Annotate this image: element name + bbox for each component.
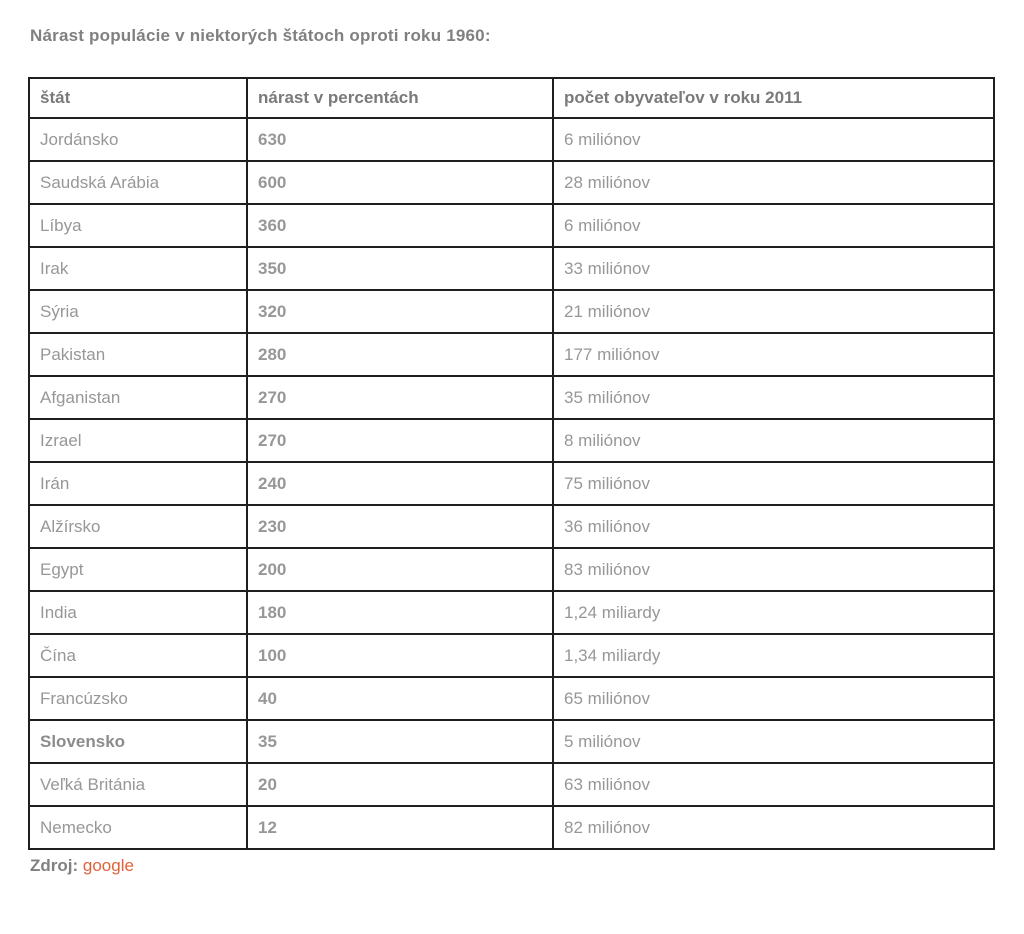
state-cell: Čína (29, 634, 247, 677)
state-cell: Líbya (29, 204, 247, 247)
state-cell: Francúzsko (29, 677, 247, 720)
percent-cell: 100 (247, 634, 553, 677)
population-cell: 33 miliónov (553, 247, 994, 290)
population-cell: 21 miliónov (553, 290, 994, 333)
population-cell: 5 miliónov (553, 720, 994, 763)
table-row (29, 806, 994, 849)
state-cell: Jordánsko (29, 118, 247, 161)
table-row (29, 247, 994, 290)
page-title: Nárast populácie v niektorých štátoch oproti roku 1960: (30, 26, 491, 45)
percent-cell: 600 (247, 161, 553, 204)
table-header-row (29, 78, 994, 118)
state-cell: Irak (29, 247, 247, 290)
table-row (29, 376, 994, 419)
percent-cell: 200 (247, 548, 553, 591)
population-cell: 83 miliónov (553, 548, 994, 591)
population-cell: 8 miliónov (553, 419, 994, 462)
population-table (28, 77, 995, 850)
state-cell: Egypt (29, 548, 247, 591)
column-header-population: počet obyvateľov v roku 2011 (553, 78, 994, 118)
table-row (29, 462, 994, 505)
state-cell: Sýria (29, 290, 247, 333)
table-row (29, 419, 994, 462)
table-row (29, 505, 994, 548)
population-cell: 6 miliónov (553, 118, 994, 161)
source-line (30, 856, 994, 876)
state-cell: Afganistan (29, 376, 247, 419)
state-cell: India (29, 591, 247, 634)
column-header-state: štát (29, 78, 247, 118)
state-cell: Irán (29, 462, 247, 505)
percent-cell: 40 (247, 677, 553, 720)
population-cell: 6 miliónov (553, 204, 994, 247)
table-row (29, 290, 994, 333)
percent-cell: 630 (247, 118, 553, 161)
state-cell: Alžírsko (29, 505, 247, 548)
percent-cell: 230 (247, 505, 553, 548)
table-row (29, 204, 994, 247)
population-cell: 82 miliónov (553, 806, 994, 849)
percent-cell: 320 (247, 290, 553, 333)
percent-cell: 280 (247, 333, 553, 376)
table-row (29, 634, 994, 677)
state-cell: Pakistan (29, 333, 247, 376)
table-row (29, 161, 994, 204)
percent-cell: 360 (247, 204, 553, 247)
state-cell: Slovensko (29, 720, 247, 763)
percent-cell: 270 (247, 376, 553, 419)
table-row (29, 548, 994, 591)
percent-cell: 180 (247, 591, 553, 634)
population-cell: 1,34 miliardy (553, 634, 994, 677)
percent-cell: 350 (247, 247, 553, 290)
population-cell: 63 miliónov (553, 763, 994, 806)
population-cell: 28 miliónov (553, 161, 994, 204)
population-cell: 177 miliónov (553, 333, 994, 376)
table-row (29, 333, 994, 376)
percent-cell: 20 (247, 763, 553, 806)
table-row (29, 720, 994, 763)
percent-cell: 35 (247, 720, 553, 763)
population-cell: 1,24 miliardy (553, 591, 994, 634)
table-body (29, 118, 994, 849)
percent-cell: 240 (247, 462, 553, 505)
population-cell: 36 miliónov (553, 505, 994, 548)
population-cell: 65 miliónov (553, 677, 994, 720)
state-cell: Saudská Arábia (29, 161, 247, 204)
percent-cell: 12 (247, 806, 553, 849)
population-cell: 35 miliónov (553, 376, 994, 419)
source-label: Zdroj: (30, 856, 79, 875)
table-row (29, 763, 994, 806)
state-cell: Nemecko (29, 806, 247, 849)
column-header-percent: nárast v percentách (247, 78, 553, 118)
population-cell: 75 miliónov (553, 462, 994, 505)
state-cell: Veľká Británia (29, 763, 247, 806)
table-row (29, 118, 994, 161)
state-cell: Izrael (29, 419, 247, 462)
table-row (29, 677, 994, 720)
source-link-google[interactable]: google (82, 856, 134, 875)
percent-cell: 270 (247, 419, 553, 462)
table-row (29, 591, 994, 634)
